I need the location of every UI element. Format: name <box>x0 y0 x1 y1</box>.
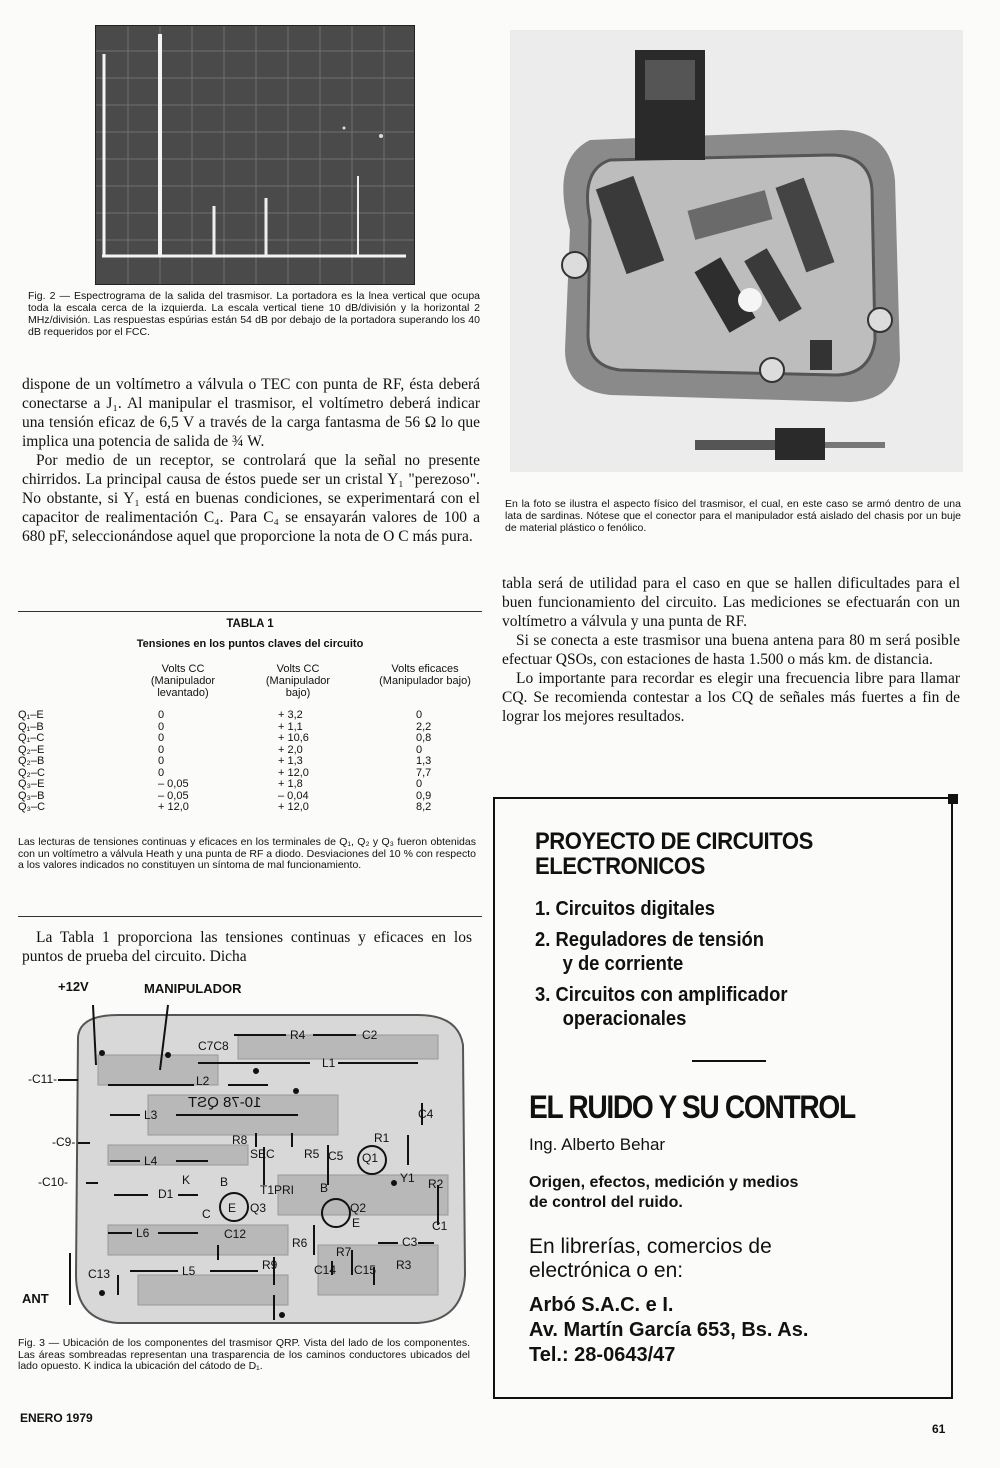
fig2-caption: Fig. 2 — Espectrograma de la salida del trasmisor. La portadora es la lnea vertical que ocupa toda la escala cerca de la izquierda. La escala vertical tiene 10 dB/división y la horizontal 2 MHz/división. Las respuestas espúrias están 54 dB por debajo de la portadora superando los 40 dB requeridos por el FCC. <box>28 290 480 338</box>
label-e-q3: E <box>228 1201 237 1215</box>
label-l2: L2 <box>196 1074 210 1088</box>
page-number: 61 <box>932 1422 946 1436</box>
label-ant: ANT <box>22 1291 49 1306</box>
label-12v: +12V <box>58 979 89 994</box>
table-row: Q₃–B – 0,05 – 0,04 0,9 <box>18 789 432 802</box>
ad-where <box>529 1235 772 1283</box>
label-q3: Q3 <box>250 1201 267 1215</box>
table-1 <box>18 618 482 918</box>
ad-phone: Tel.: 28-0643/47 <box>529 1344 676 1366</box>
label-b-q3: B <box>220 1175 229 1189</box>
label-q2: Q2 <box>350 1201 367 1215</box>
ad-company: Arbó S.A.C. e I. <box>529 1294 674 1316</box>
ad-heading-line: ELECTRONICOS <box>535 853 705 880</box>
ad-where-line: electrónica o en: <box>529 1259 684 1282</box>
advertisement-box <box>493 797 953 1399</box>
label-d1: D1 <box>158 1187 174 1201</box>
transmitter-photo <box>510 30 963 472</box>
right-body-text <box>502 574 960 726</box>
ad-author: Ing. Alberto Behar <box>529 1135 666 1154</box>
label-r8: R8 <box>232 1133 248 1147</box>
label-manipulador: MANIPULADOR <box>144 981 242 996</box>
table-body <box>18 710 482 826</box>
ad-heading-line: PROYECTO DE CIRCUITOS <box>535 828 813 855</box>
label-c12: C12 <box>224 1227 247 1241</box>
label-c7c8: C7C8 <box>198 1039 229 1053</box>
table-row: Q₃–E – 0,05 + 1,8 0 <box>18 778 423 790</box>
ad-description <box>529 1173 798 1213</box>
divider <box>692 1060 766 1062</box>
label-k: K <box>182 1173 191 1187</box>
table-row: Q₂–E 0 + 2,0 0 <box>18 743 423 756</box>
table-subtitle: Tensiones en los puntos claves del circuito <box>136 638 364 650</box>
ad-heading <box>535 829 813 879</box>
label-c13: C13 <box>88 1267 111 1281</box>
label-c11: -C11- <box>28 1072 58 1086</box>
label-c1: C1 <box>432 1219 448 1233</box>
list-item-cont: y de corriente <box>562 953 684 975</box>
table-row: Q₃–C + 12,0 + 12,0 8,2 <box>18 801 432 813</box>
label-r1: R1 <box>374 1131 390 1145</box>
photo-caption: En la foto se ilustra el aspecto físico del trasmisor, el cual, en este caso se armó dentro de una lata de sardinas. Nótese que el conector para el manipulador está aislado del chasis por un buje de material plástico o fenólico. <box>505 498 961 534</box>
ad-where-line: En librerías, comercios de <box>529 1235 772 1258</box>
column-header: Volts CC (Manipulador bajo) <box>265 663 331 699</box>
ad-contact <box>529 1293 808 1368</box>
list-item-cont: operacionales <box>562 1008 687 1030</box>
label-b-q2: B <box>320 1181 329 1195</box>
ad-list <box>535 897 788 1031</box>
label-c-q3: C <box>202 1207 211 1221</box>
paragraph: dispone de un voltímetro a válvula o TEC con punta de RF, ésta deberá conectarse a J₁. Al manipular el trasmisor, el voltímetro deberá indicar una tensión eficaz de 6,5 V a través de la carga fantasma de 56 Ω lo que implica una potencia de salida de ¾ W. <box>22 376 480 450</box>
label-c2: C2 <box>362 1028 378 1042</box>
label-l1: L1 <box>322 1056 336 1070</box>
label-r5: R5 <box>304 1147 320 1161</box>
label-c3: C3 <box>402 1235 418 1249</box>
fig3-caption: Fig. 3 — Ubicación de los componentes del trasmisor QRP. Vista del lado de los componentes. Las áreas sombreadas representan una trasparencia de los caminos conductores ubicados del lado opuesto. K indica la ubicación del cátodo de D₁. <box>18 1337 470 1372</box>
label-l6: L6 <box>136 1226 150 1240</box>
label-r3: R3 <box>396 1258 412 1272</box>
paragraph: tabla será de utilidad para el caso en que se hallen dificultades para el buen funcionamiento del circuito. Las mediciones se efectuarán con un voltímetro a válvula y una punta de RF. <box>502 575 960 630</box>
label-l5: L5 <box>182 1264 196 1278</box>
table-note: Las lecturas de tensiones continuas y eficaces en los terminales de Q₁, Q₂ y Q₃ fueron obtenidas con un voltímetro a válvula Heath y una punta de RF a diodo. Desviaciones del 10 % con respecto a los valores indicados no constituyen un síntoma de mal funcionamiento. <box>18 836 476 871</box>
label-t1pri: T1PRI <box>260 1183 295 1197</box>
label-r2: R2 <box>428 1177 444 1191</box>
label-mirror-qst: 10-78 QST <box>188 1094 262 1111</box>
label-r6: R6 <box>292 1236 308 1250</box>
spectrogram-image <box>95 25 415 285</box>
label-r7: R7 <box>336 1245 352 1259</box>
label-e-q2: E <box>352 1216 361 1230</box>
ad-description-line: de control del ruido. <box>529 1194 683 1211</box>
label-c4: C4 <box>418 1107 434 1121</box>
label-r4: R4 <box>290 1028 306 1042</box>
list-item: 2. Reguladores de tensión <box>535 929 765 951</box>
label-sec: SEC <box>250 1147 275 1161</box>
footer-date: ENERO 1979 <box>20 1411 93 1425</box>
list-item: 1. Circuitos digitales <box>535 898 715 920</box>
paragraph: Si se conecta a este trasmisor una buena antena para 80 m será posible efectuar QSOs, con estaciones de hasta 1.500 o más km. de distancia. <box>502 632 960 668</box>
label-c5: C5 <box>328 1149 344 1163</box>
table-row: Q₂–C 0 + 12,0 7,7 <box>18 766 432 779</box>
table-row: Q₁–E 0 + 3,2 0 <box>18 709 423 721</box>
component-layout-diagram <box>18 975 484 1337</box>
ad-description-line: Origen, efectos, medición y medios <box>529 1174 799 1191</box>
rule <box>18 611 482 612</box>
label-y1: Y1 <box>400 1171 415 1185</box>
label-l3: L3 <box>144 1108 158 1122</box>
label-c9: -C9- <box>52 1135 76 1149</box>
label-q1: Q1 <box>362 1151 379 1165</box>
rule <box>18 916 482 917</box>
left-body-text <box>22 375 480 546</box>
ad-title: EL RUIDO Y SU CONTROL <box>529 1089 855 1125</box>
paragraph: Por medio de un receptor, se controlará que la señal no presente chirridos. La principal causa de éstos puede ser un cristal Y₁ "perezoso". No obstante, si Y₁ está en buenas condiciones, se experimentará con el capacitor de realimentación C₄. Para C₄ se ensayarán valores de 100 a 680 pF, seleccionándose aquel que proporcione la nota de O C más pura. <box>22 452 480 545</box>
list-item: 3. Circuitos con amplificador <box>535 984 788 1006</box>
table-title: TABLA 1 <box>226 618 274 630</box>
paragraph: Lo importante para recordar es elegir una frecuencia libre para llamar CQ. Se recomienda contestar a los CQ de señales más fuertes a fin de lograr los mejores resultados. <box>502 670 960 725</box>
table-row: Q₁–B 0 + 1,1 2,2 <box>18 720 432 733</box>
label-c15: C15 <box>354 1263 377 1277</box>
ad-address: Av. Martín García 653, Bs. As. <box>529 1319 809 1341</box>
label-c14: C14 <box>314 1263 337 1277</box>
paragraph: La Tabla 1 proporciona las tensiones continuas y eficaces en los puntos de prueba del circuito. Dicha <box>22 929 472 965</box>
column-header: Volts eficaces (Manipulador bajo) <box>379 663 471 687</box>
column-header: Volts CC (Manipulador levantado) <box>150 663 216 699</box>
table-row: Q₂–B 0 + 1,3 1,3 <box>18 755 432 767</box>
table-row: Q₁–C 0 + 10,6 0,8 <box>18 732 432 744</box>
label-c10: -C10- <box>38 1175 69 1189</box>
label-r9: R9 <box>262 1258 278 1272</box>
label-l4: L4 <box>144 1154 158 1168</box>
